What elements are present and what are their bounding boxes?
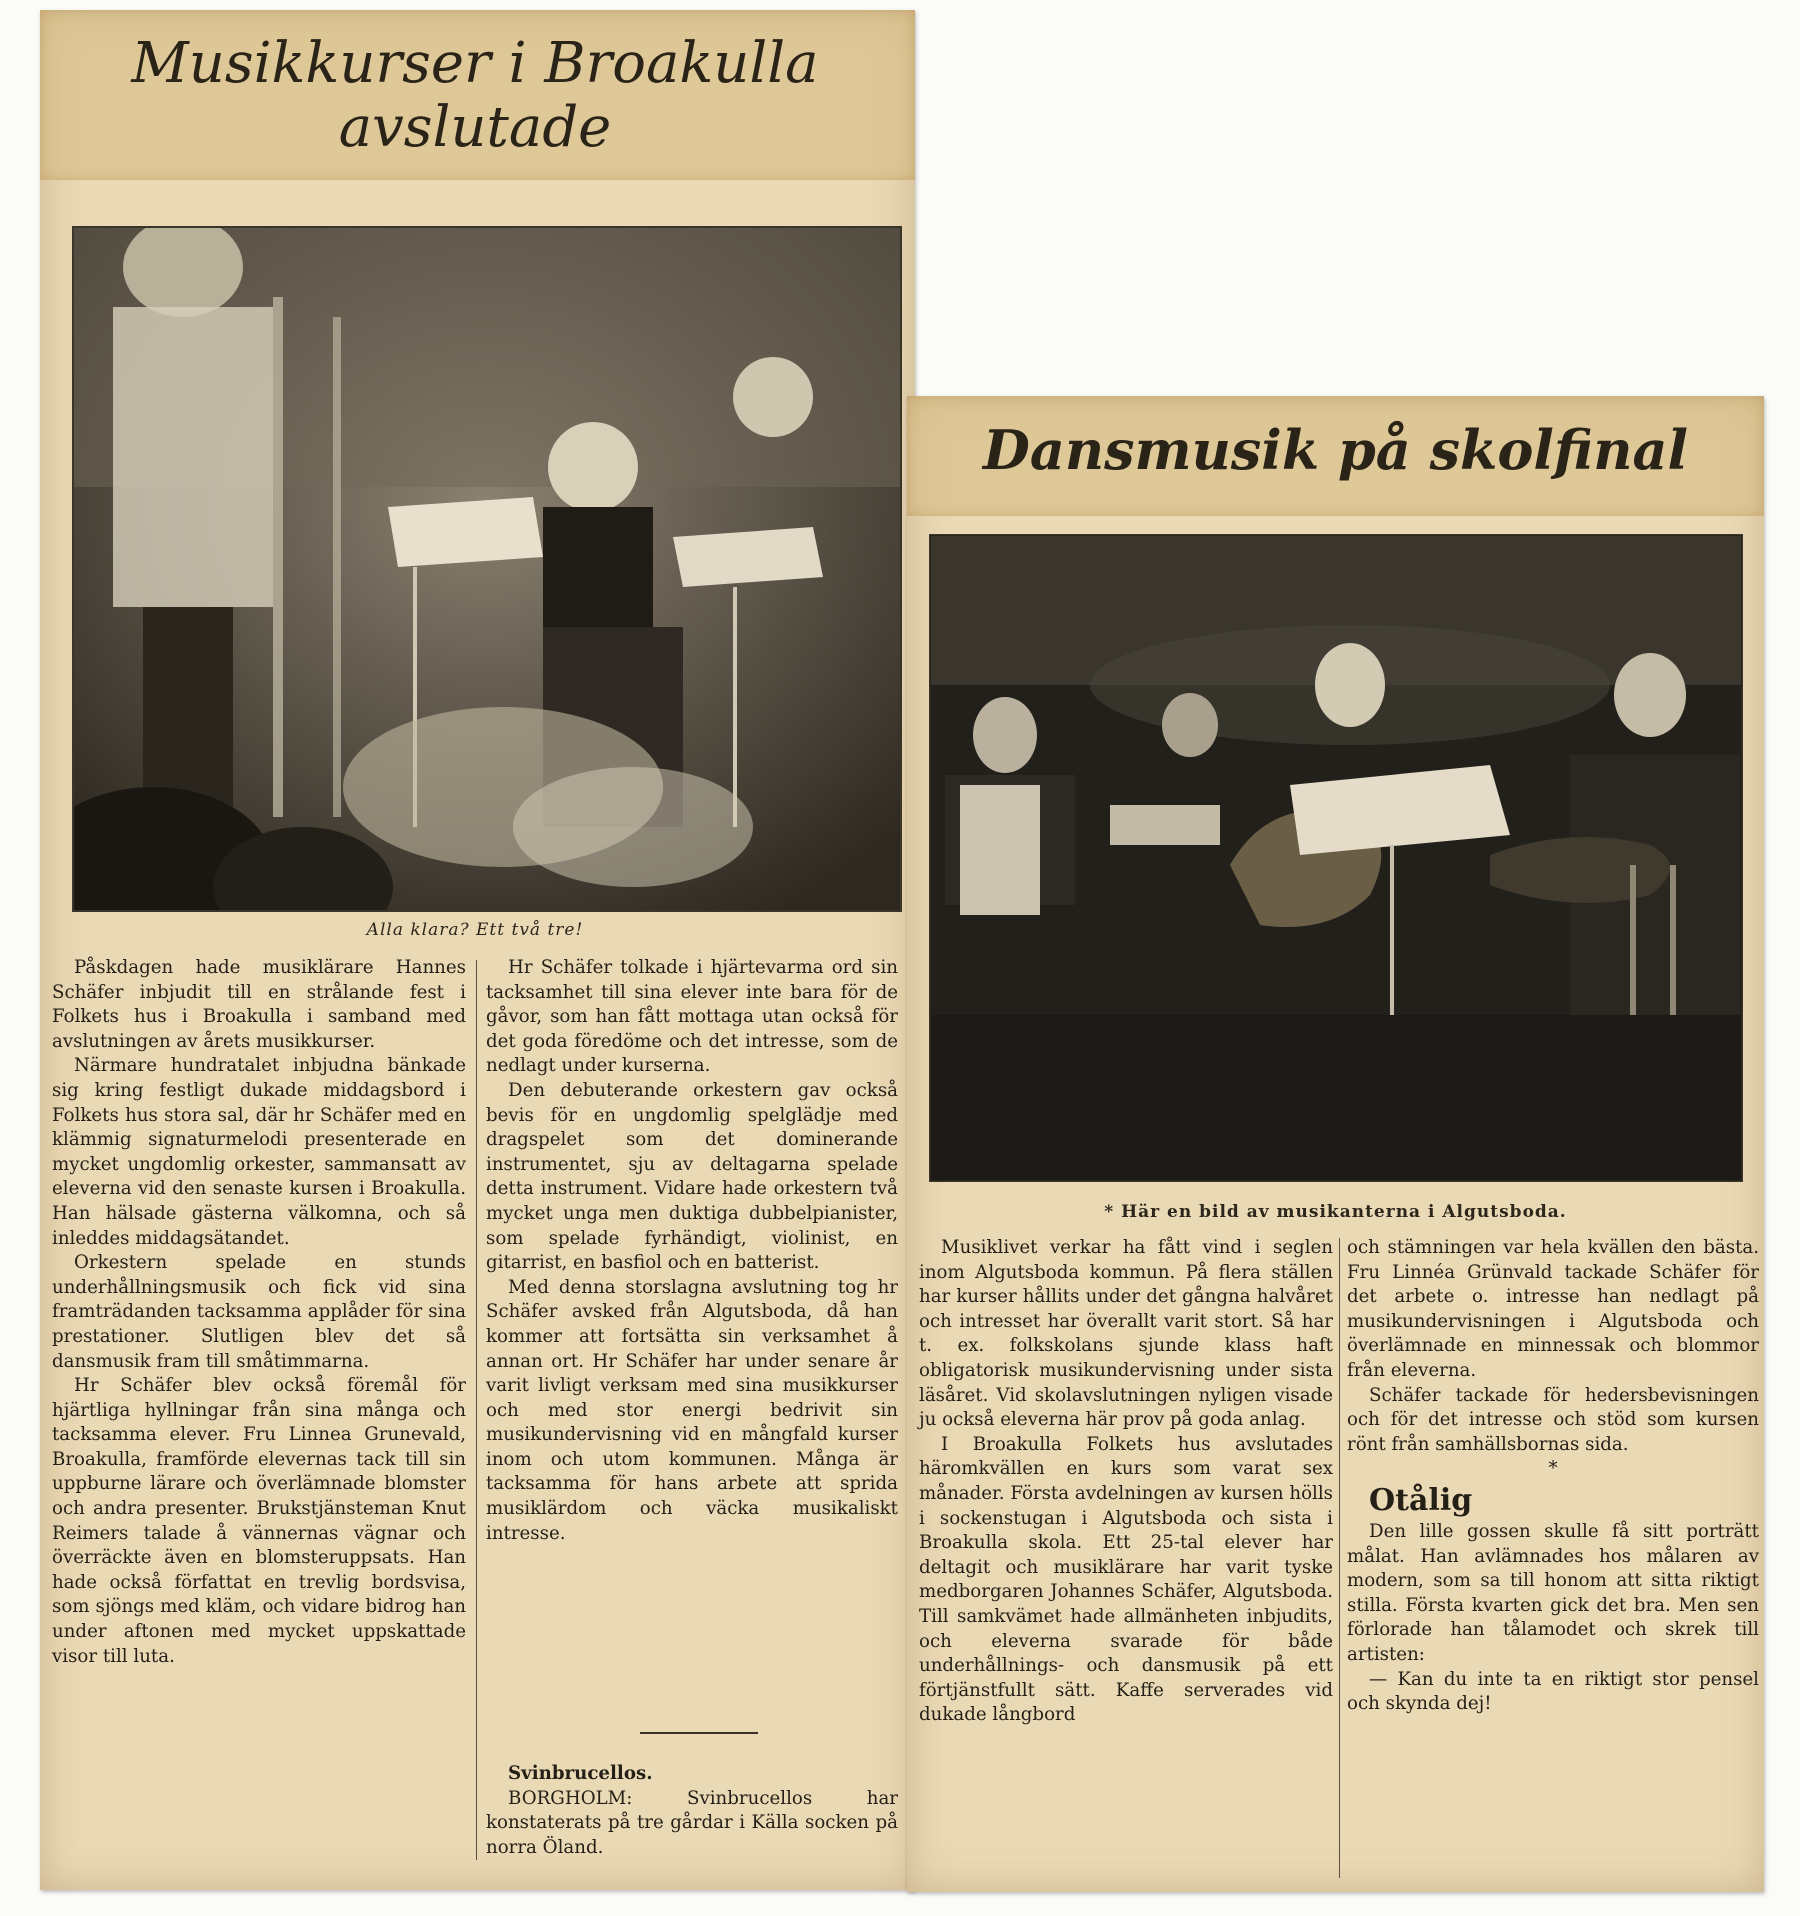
paragraph: Påskdagen hade musiklärare Hannes Schäfer inbjudit till en strålande fest i Folkets hus i Broakulla i samband med avslutningen av årets musikkurser. xyxy=(52,957,466,1052)
caption-right-photo: * Här en bild av musikanterna i Algutsboda. xyxy=(1104,1202,1567,1222)
paragraph: Den lille gossen skulle få sitt porträtt målat. Han avlämnades hos målaren av modern, som sa till honom att sitta riktigt stilla. Första kvarten gick det bra. Men sen förlorade han tålamodet och skrek till artisten: xyxy=(1347,1520,1759,1665)
photo-musicians-algutsboda xyxy=(929,534,1743,1182)
paragraph: Schäfer tackade för hedersbevisningen och för det intresse och stöd som kursen rönt från samhällsbornas sida. xyxy=(1347,1384,1759,1455)
paragraph: Hr Schäfer blev också föremål för hjärtliga hyllningar från sina många och tacksamma elever. Fru Linnea Grunevald, Broakulla, framförde elevernas tack till sin uppburne lärare och överlämnade blomster och andra presenter. Brukstjänsteman Knut Reimers talade å vännernas vägnar och överräckte även en blomsteruppsats. Han hade också författat en trevlig bordsvisa, som sjöngs med kläm, och vidare bidrog han under aftonen med mycket uppskattade visor till luta. xyxy=(52,1375,466,1667)
headline-left-line2: avslutade xyxy=(338,95,612,160)
paragraph: Orkestern spelade en stunds underhållningsmusik och fick vid sina framträdanden tacksamma applåder för sina prestationer. Slutligen blev det så dansmusik fram till småtimmarna. xyxy=(52,1252,466,1372)
brief-text: BORGHOLM: Svinbrucellos har konstaterats på tre gårdar i Källa socken på norra Öland. xyxy=(486,1787,898,1858)
headline-left-line1: Musikkurser i Broakulla xyxy=(131,31,819,96)
paragraph: Närmare hundratalet inbjudna bänkade sig kring festligt dukade middagsbord i Folkets hus stora sal, där hr Schäfer med en klämmig signaturmelodi presenterade en mycket ungdomlig orkester, sammansatt av eleverna vid den senaste kursen i Broakulla. Han hälsade gästerna välkomna, och så inleddes middagsätandet. xyxy=(52,1055,466,1249)
paragraph: Med denna storslagna avslutning tog hr Schäfer avsked från Algutsboda, då han kommer att fortsätta sin verksamhet å annan ort. Hr Schäfer har under senare år varit livligt verksam med sina musikkurser och med stor energi bedrivit sin musikundervisning vid en mångfald kurser inom och utom kommunen. Många är tacksamma för hans arbete att sprida musiklärdom och väcka musikaliskt intresse. xyxy=(486,1276,898,1544)
headline-left xyxy=(40,32,910,160)
photo-music-course xyxy=(72,226,902,912)
column-divider xyxy=(1339,1238,1340,1878)
paragraph: Musiklivet verkar ha fått vind i seglen inom Algutsboda kommun. På flera ställen har kurser hållits under det gångna halvåret och intresset har överallt varit stort. Så har t. ex. folkskolans sjunde klass haft obligatorisk musikundervisning under sista läsåret. Vid skolavslutningen nyligen visade ju också eleverna här prov på goda anlag. xyxy=(919,1237,1333,1431)
paragraph: — Kan du inte ta en riktigt stor pensel och skynda dej! xyxy=(1347,1668,1759,1715)
photo-orchestra-image xyxy=(73,227,901,911)
article-end-rule xyxy=(640,1732,758,1734)
caption-left-photo: Alla klara? Ett två tre! xyxy=(366,920,584,940)
paragraph: Den debuterande orkestern gav också bevis för en ungdomlig spelglädje med dragspelet som det dominerande instrumentet, sju av deltagarna spelade detta instrument. Vidare hade orkestern två mycket unga men duktiga dubbelpianister, som spelade fyrhändigt, violinist, en gitarrist, en basfiol och en batterist. xyxy=(486,1079,898,1274)
separator-star: * xyxy=(1548,1458,1558,1480)
newspaper-clipping-left xyxy=(40,10,915,1890)
brief-title: Svinbrucellos. xyxy=(508,1763,653,1784)
article-right-column-1 xyxy=(919,1236,1333,1728)
otalig-title: Otålig xyxy=(1369,1482,1473,1518)
article-left-column-2 xyxy=(486,956,898,1546)
paragraph: Hr Schäfer tolkade i hjärtevarma ord sin tacksamhet till sina elever inte bara för de gåvor, som han fått mottaga utan också för det goda föredöme och det intresse, som de nedlagt under kurserna. xyxy=(486,957,898,1077)
photo-musicians-image xyxy=(930,535,1742,1181)
column-divider xyxy=(476,960,477,1860)
article-right-column-2 xyxy=(1347,1236,1759,1717)
article-left-column-1 xyxy=(52,956,466,1669)
newspaper-clipping-right xyxy=(907,396,1764,1892)
paragraph: I Broakulla Folkets hus avslutades häromkvällen en kurs som varat sex månader. Första avdelningen av kursen hölls i sockenstugan i Algutsboda och sista i Broakulla skola. Ett 25-tal elever har deltagit och musiklärare har varit tyske medborgaren Johannes Schäfer, Algutsboda. Till samkvämet hade allmänheten inbjudits, och eleverna svarade för både underhållnings- och dansmusik på ett förtjänstfullt sätt. Kaffe serverades vid dukade långbord xyxy=(919,1433,1333,1726)
headline-right: Dansmusik på skolfinal xyxy=(983,418,1688,482)
paragraph: och stämningen var hela kvällen den bästa. Fru Linnéa Grünvald tackade Schäfer för det arbete o. intresse han nedlagt på musikundervisningen i Algutsboda och överlämnade en minnessak och blommor från eleverna. xyxy=(1347,1237,1759,1381)
news-brief xyxy=(486,1762,898,1860)
